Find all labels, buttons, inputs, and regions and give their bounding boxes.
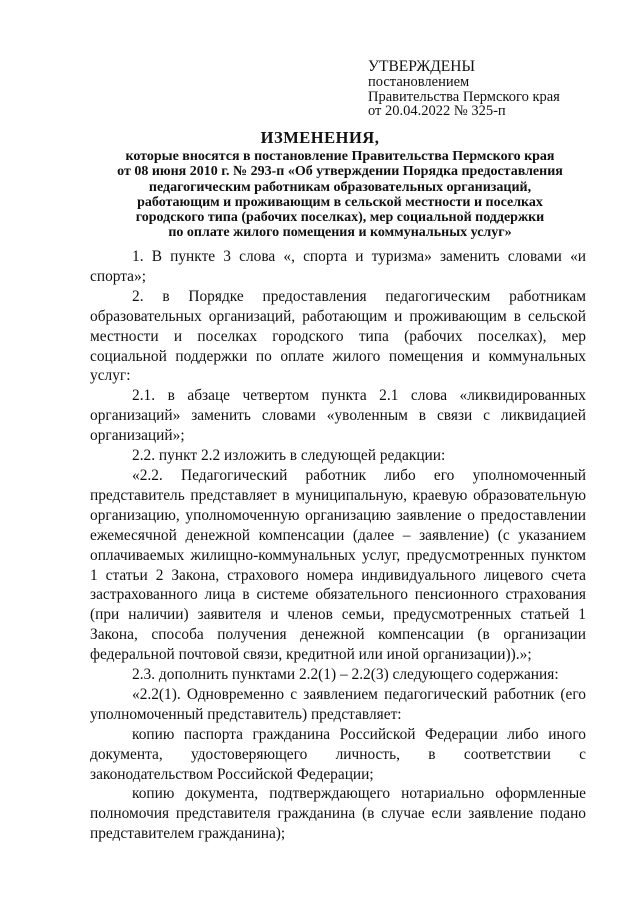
paragraph: «2.2. Педагогический работник либо его уполномоченный представитель представляет в муниципальную, краевую образовательную организацию, уполномоченную организацию заявление о предоставлении ежемесячной денежной компенсации (далее – заявление) (с указанием оплачиваемых жилищно-коммунальных услуг, предусмотренных пунктом 1 статьи 2 Закона, страхового номера индивидуального лицевого счета застрахованного лица в системе обязательного пенсионного страхования (при наличии) заявителя и членов семьи, предусмотренных статьей 1 Закона, способа получения денежной компенсации (в организации федеральной почтовой связи, кредитной или иной организации)).»;	[90, 466, 586, 664]
approval-date: от 20.04.2022 № 325-п	[368, 103, 506, 119]
approval-heading: УТВЕРЖДЕНЫ	[368, 58, 475, 75]
document-title: ИЗМЕНЕНИЯ,	[260, 128, 380, 147]
subtitle-line: работающим и проживающим в сельской местности и поселках	[137, 194, 543, 210]
paragraph: 1. В пункте 3 слова «, спорта и туризма» заменить словами «и спорта»;	[90, 248, 586, 285]
document-subtitle	[95, 149, 585, 241]
document-body	[90, 247, 586, 844]
paragraph: 2.2. пункт 2.2 изложить в следующей редакции:	[132, 447, 446, 465]
approval-line: Правительства Пермского края	[368, 88, 560, 105]
paragraph: 2.1. в абзаце четвертом пункта 2.1 слова «ликвидированных организаций» заменить словами «уволенным в связи с ликвидацией организаций»;	[90, 387, 586, 445]
paragraph: копию паспорта гражданина Российской Федерации либо иного документа, удостоверяющего личность, в соответствии с законодательством Российской Федерации;	[90, 725, 586, 783]
subtitle-line: городского типа (рабочих поселках), мер социальной поддержки	[135, 210, 545, 226]
approval-block	[368, 58, 560, 119]
subtitle-line: по оплате жилого помещения и коммунальных услуг»	[168, 225, 512, 241]
paragraph: 2.3. дополнить пунктами 2.2(1) – 2.2(3) следующего содержания:	[132, 666, 559, 684]
approval-line: постановлением	[368, 74, 470, 90]
subtitle-line: которые вносятся в постановление Правительства Пермского края	[125, 149, 555, 164]
paragraph: 2. в Порядке предоставления педагогическим работникам образовательных организаций, работающим и проживающим в сельской местности и поселках городского типа (рабочих поселках), мер социальной поддержки по оплате жилого помещения и коммунальных услуг:	[90, 287, 586, 385]
subtitle-line: педагогическим работникам образовательных организаций,	[148, 179, 532, 195]
subtitle-line: от 08 июня 2010 г. № 293-п «Об утверждении Порядка предоставления	[117, 164, 563, 180]
paragraph: «2.2(1). Одновременно с заявлением педагогический работник (его уполномоченный представитель) представляет:	[90, 685, 586, 723]
paragraph: копию документа, подтверждающего нотариально оформленные полномочия представителя гражданина (в случае если заявление подано представителем гражданина);	[90, 785, 586, 843]
